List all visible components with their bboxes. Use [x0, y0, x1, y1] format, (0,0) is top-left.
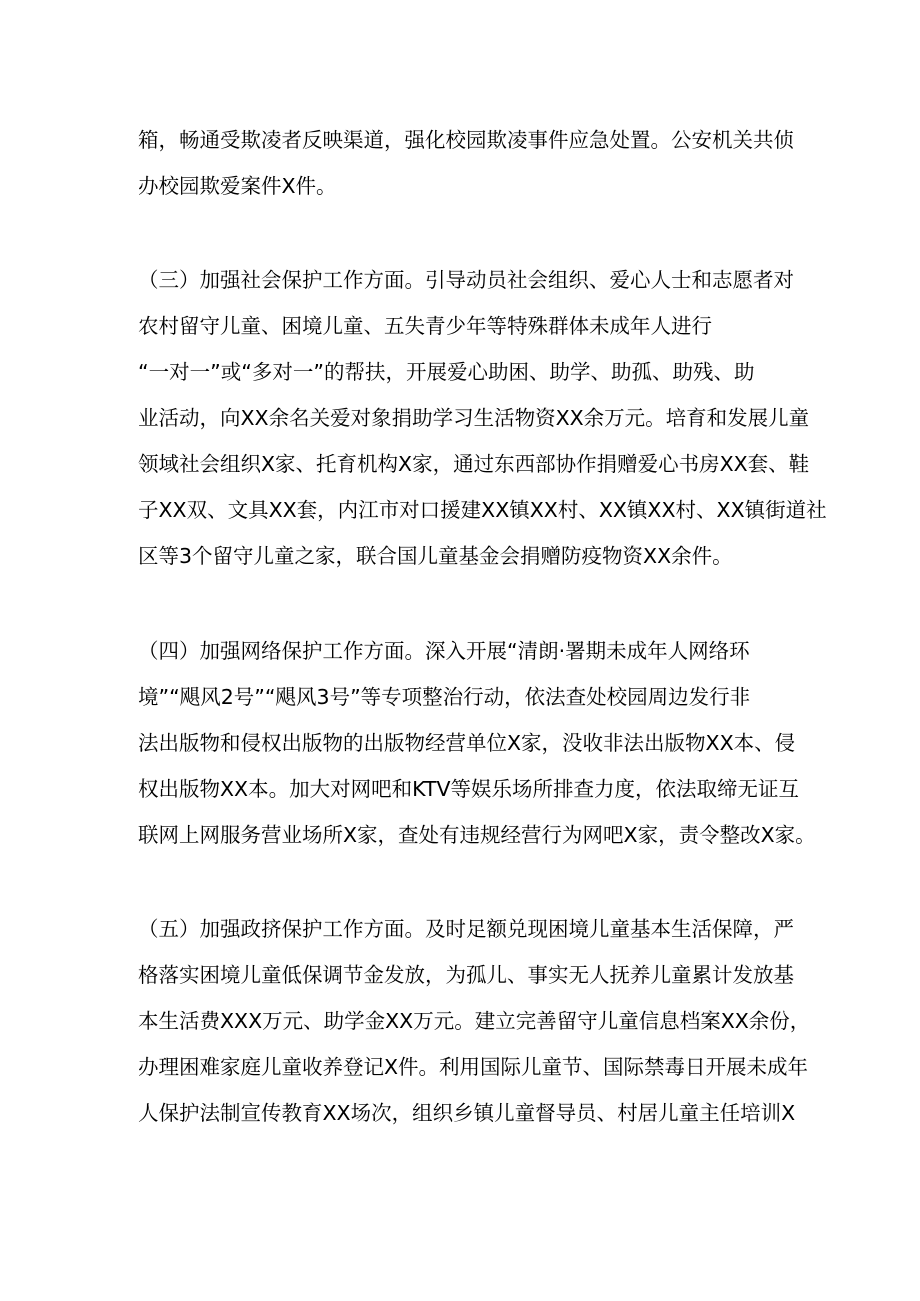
- text-line: 子XX双、文具XX套，内江市对口援建XX镇XX村、XX镇XX村、XX镇街道社: [138, 498, 827, 522]
- text-line: 箱，畅通受欺凌者反映渠道，强化校园欺凌事件应急处置。公安机关共侦: [138, 128, 794, 152]
- text-line: “一对一”或“多对一”的帮扶，开展爱心助困、助学、助孤、助残、助: [138, 360, 755, 384]
- text-line: （四）加强网络保护工作方面。深入开展“清朗·署期未成年人网络环: [138, 639, 750, 663]
- text-line: 区等3个留守儿童之家，联合国儿童基金会捐赠防疫物资XX余件。: [138, 544, 733, 568]
- text-line: 格落实困境儿童低保调节金发放，为孤儿、事实无人抚养儿童累计发放基: [138, 963, 794, 987]
- text-line: 本生活费XXX万元、助学金XX万元。建立完善留守儿童信息档案XX余份，: [138, 1009, 811, 1033]
- text-line: 境”“飓风2号”“飓风3号”等专项整治行动，依法查处校园周边发行非: [138, 685, 751, 709]
- text-line: （三）加强社会保护工作方面。引导动员社会组织、爱心人士和志愿者对: [138, 268, 794, 292]
- text-line: 法出版物和侵权出版物的出版物经营单位X家，没收非法出版物XX本、侵: [138, 731, 796, 755]
- text-line: 人保护法制宣传教育XX场次，组织乡镇儿童督导员、村居儿童主任培训X: [138, 1101, 796, 1125]
- text-line: 农村留守儿童、困境儿童、五失青少年等特殊群体未成年人进行: [138, 314, 712, 338]
- text-line: （五）加强政挤保护工作方面。及时足额兑现困境儿童基本生活保障，严: [138, 917, 794, 941]
- text-line: 联网上网服务营业场所X家，查处有违规经营行为网吧X家，责令整改X家。: [138, 823, 816, 847]
- text-line: 办校园欺爱案件X件。: [138, 174, 337, 198]
- text-line: 办理困难家庭儿童收养登记X件。利用国际儿童节、国际禁毒日开展未成年: [138, 1055, 809, 1079]
- text-line: 权出版物XX本。加大对网吧和KTV等娱乐场所排查力度，依法取缔无证互: [138, 777, 799, 801]
- text-line: 领域社会组织X家、托育机构X家，通过东西部协作捐赠爱心书房XX套、鞋: [138, 452, 810, 476]
- text-line: 业活动，向XX余名关爱对象捐助学习生活物资XX余万元。培育和发展儿童: [138, 406, 810, 430]
